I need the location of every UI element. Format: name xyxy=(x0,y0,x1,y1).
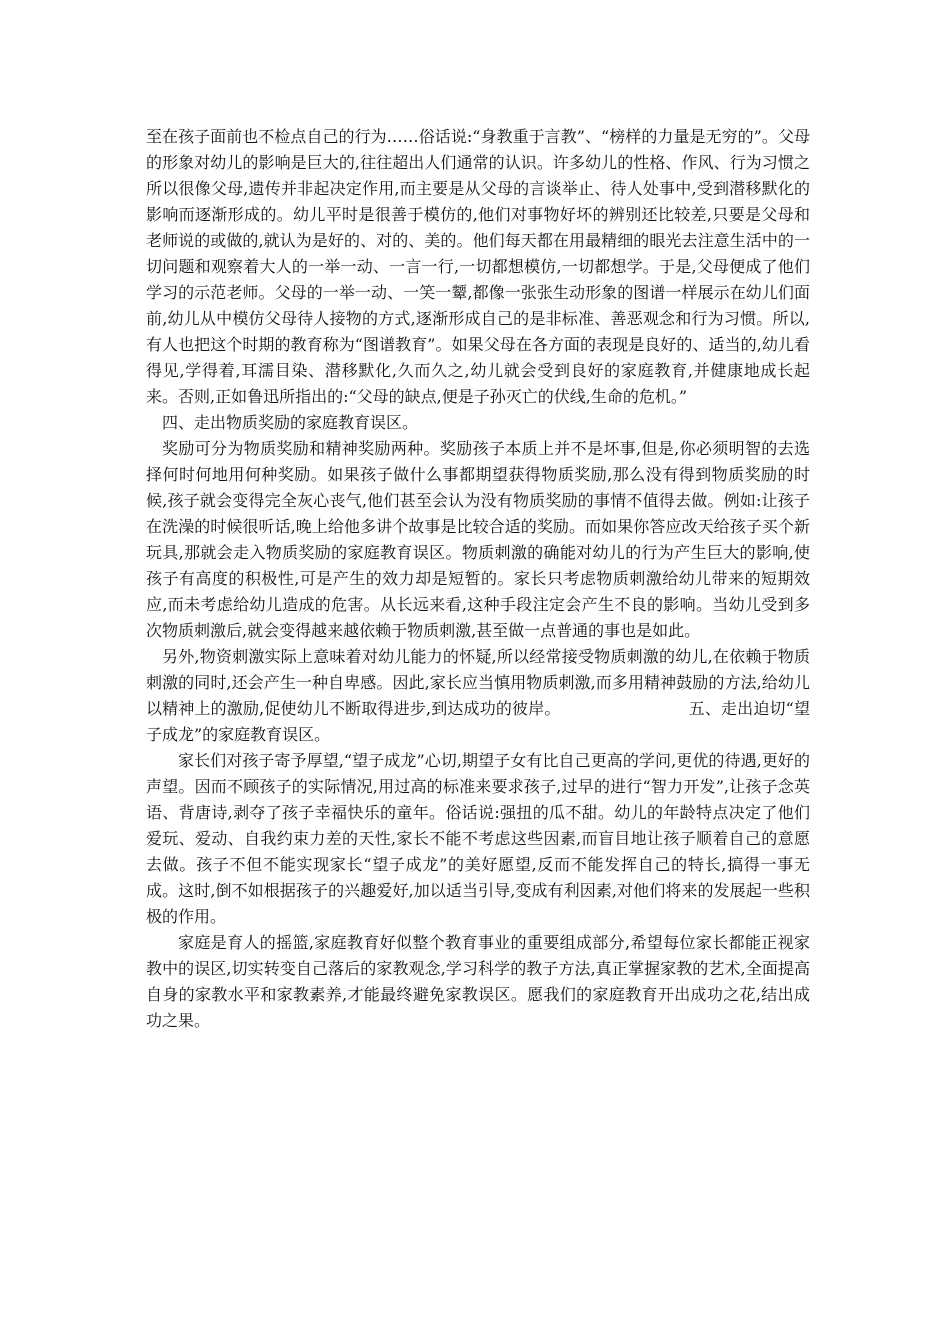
section-heading-four: 四、走出物质奖励的家庭教育误区。 xyxy=(162,413,419,432)
paragraph-conclusion: 家庭是育人的摇篮,家庭教育好似整个教育事业的重要组成部分,希望每位家长都能正视家教中的误区,切实转变自己落后的家教观念,学习科学的教子方法,真正掌握家教的艺术,全面提高自身的家教水平和家教素养,才能最终避免家教误区。愿我们的家庭教育开出成功之花,结出成功之果。 xyxy=(146,933,810,1030)
paragraph-material-stimulus xyxy=(146,644,810,748)
paragraph-material-stimulus-text: 另外,物资刺激实际上意味着对幼儿能力的怀疑,所以经常接受物质刺激的幼儿,在依赖于物质刺激的同时,还会产生一种自卑感。因此,家长应当慎用物质刺激,而多用精神鼓励的方法,给幼儿以精神上的激励,促使幼儿不断取得进步,到达成功的彼岸。 xyxy=(146,647,810,718)
document-body xyxy=(146,124,810,1034)
paragraph-expectations: 家长们对孩子寄予厚望,“望子成龙”心切,期望子女有比自己更高的学问,更优的待遇,更好的声望。因而不顾孩子的实际情况,用过高的标准来要求孩子,过早的进行“智力开发”,让孩子念英语、背唐诗,剥夺了孩子幸福快乐的童年。俗话说:强扭的瓜不甜。幼儿的年龄特点决定了他们爱玩、爱动、自我约束力差的天性,家长不能不考虑这些因素,而盲目地让孩子顺着自己的意愿去做。孩子不但不能实现家长“望子成龙”的美好愿望,反而不能发挥自己的特长,搞得一事无成。这时,倒不如根据孩子的兴趣爱好,加以适当引导,变成有利因素,对他们将来的发展起一些积极的作用。 xyxy=(146,751,810,926)
section-heading-five: 五、走出迫切“望子成龙”的家庭教育误区。 xyxy=(146,699,810,744)
paragraph-material-reward: 奖励可分为物质奖励和精神奖励两种。奖励孩子本质上并不是坏事,但是,你必须明智的去选择何时何地用何种奖励。如果孩子做什么事都期望获得物质奖励,那么没有得到物质奖励的时候,孩子就会变得完全灰心丧气,他们甚至会认为没有物质奖励的事情不值得去做。例如:让孩子在洗澡的时候很听话,晚上给他多讲个故事是比较合适的奖励。而如果你答应改天给孩子买个新玩具,那就会走入物质奖励的家庭教育误区。物质刺激的确能对幼儿的行为产生巨大的影响,使孩子有高度的积极性,可是产生的效力却是短暂的。家长只考虑物质刺激给幼儿带来的短期效应,而未考虑给幼儿造成的危害。从长远来看,这种手段注定会产生不良的影响。当幼儿受到多次物质刺激后,就会变得越来越依赖于物质刺激,甚至做一点普通的事也是如此。 xyxy=(146,439,810,640)
paragraph-role-model: 至在孩子面前也不检点自己的行为……俗话说:“身教重于言教”、“榜样的力量是无穷的”。父母的形象对幼儿的影响是巨大的,往往超出人们通常的认识。许多幼儿的性格、作风、行为习惯之所以很像父母,遗传并非起决定作用,而主要是从父母的言谈举止、待人处事中,受到潜移默化的影响而逐渐形成的。幼儿平时是很善于模仿的,他们对事物好坏的辨别还比较差,只要是父母和老师说的或做的,就认为是好的、对的、美的。他们每天都在用最精细的眼光去注意生活中的一切问题和观察着大人的一举一动、一言一行,一切都想模仿,一切都想学。于是,父母便成了他们学习的示范老师。父母的一举一动、一笑一颦,都像一张张生动形象的图谱一样展示在幼儿们面前,幼儿从中模仿父母待人接物的方式,逐渐形成自己的是非标准、善恶观念和行为习惯。所以,有人也把这个时期的教育称为“图谱教育”。如果父母在各方面的表现是良好的、适当的,幼儿看得见,学得着,耳濡目染、潜移默化,久而久之,幼儿就会受到良好的家庭教育,并健康地成长起来。否则,正如鲁迅所指出的:“父母的缺点,便是子孙灭亡的伏线,生命的危机。” xyxy=(146,127,810,406)
